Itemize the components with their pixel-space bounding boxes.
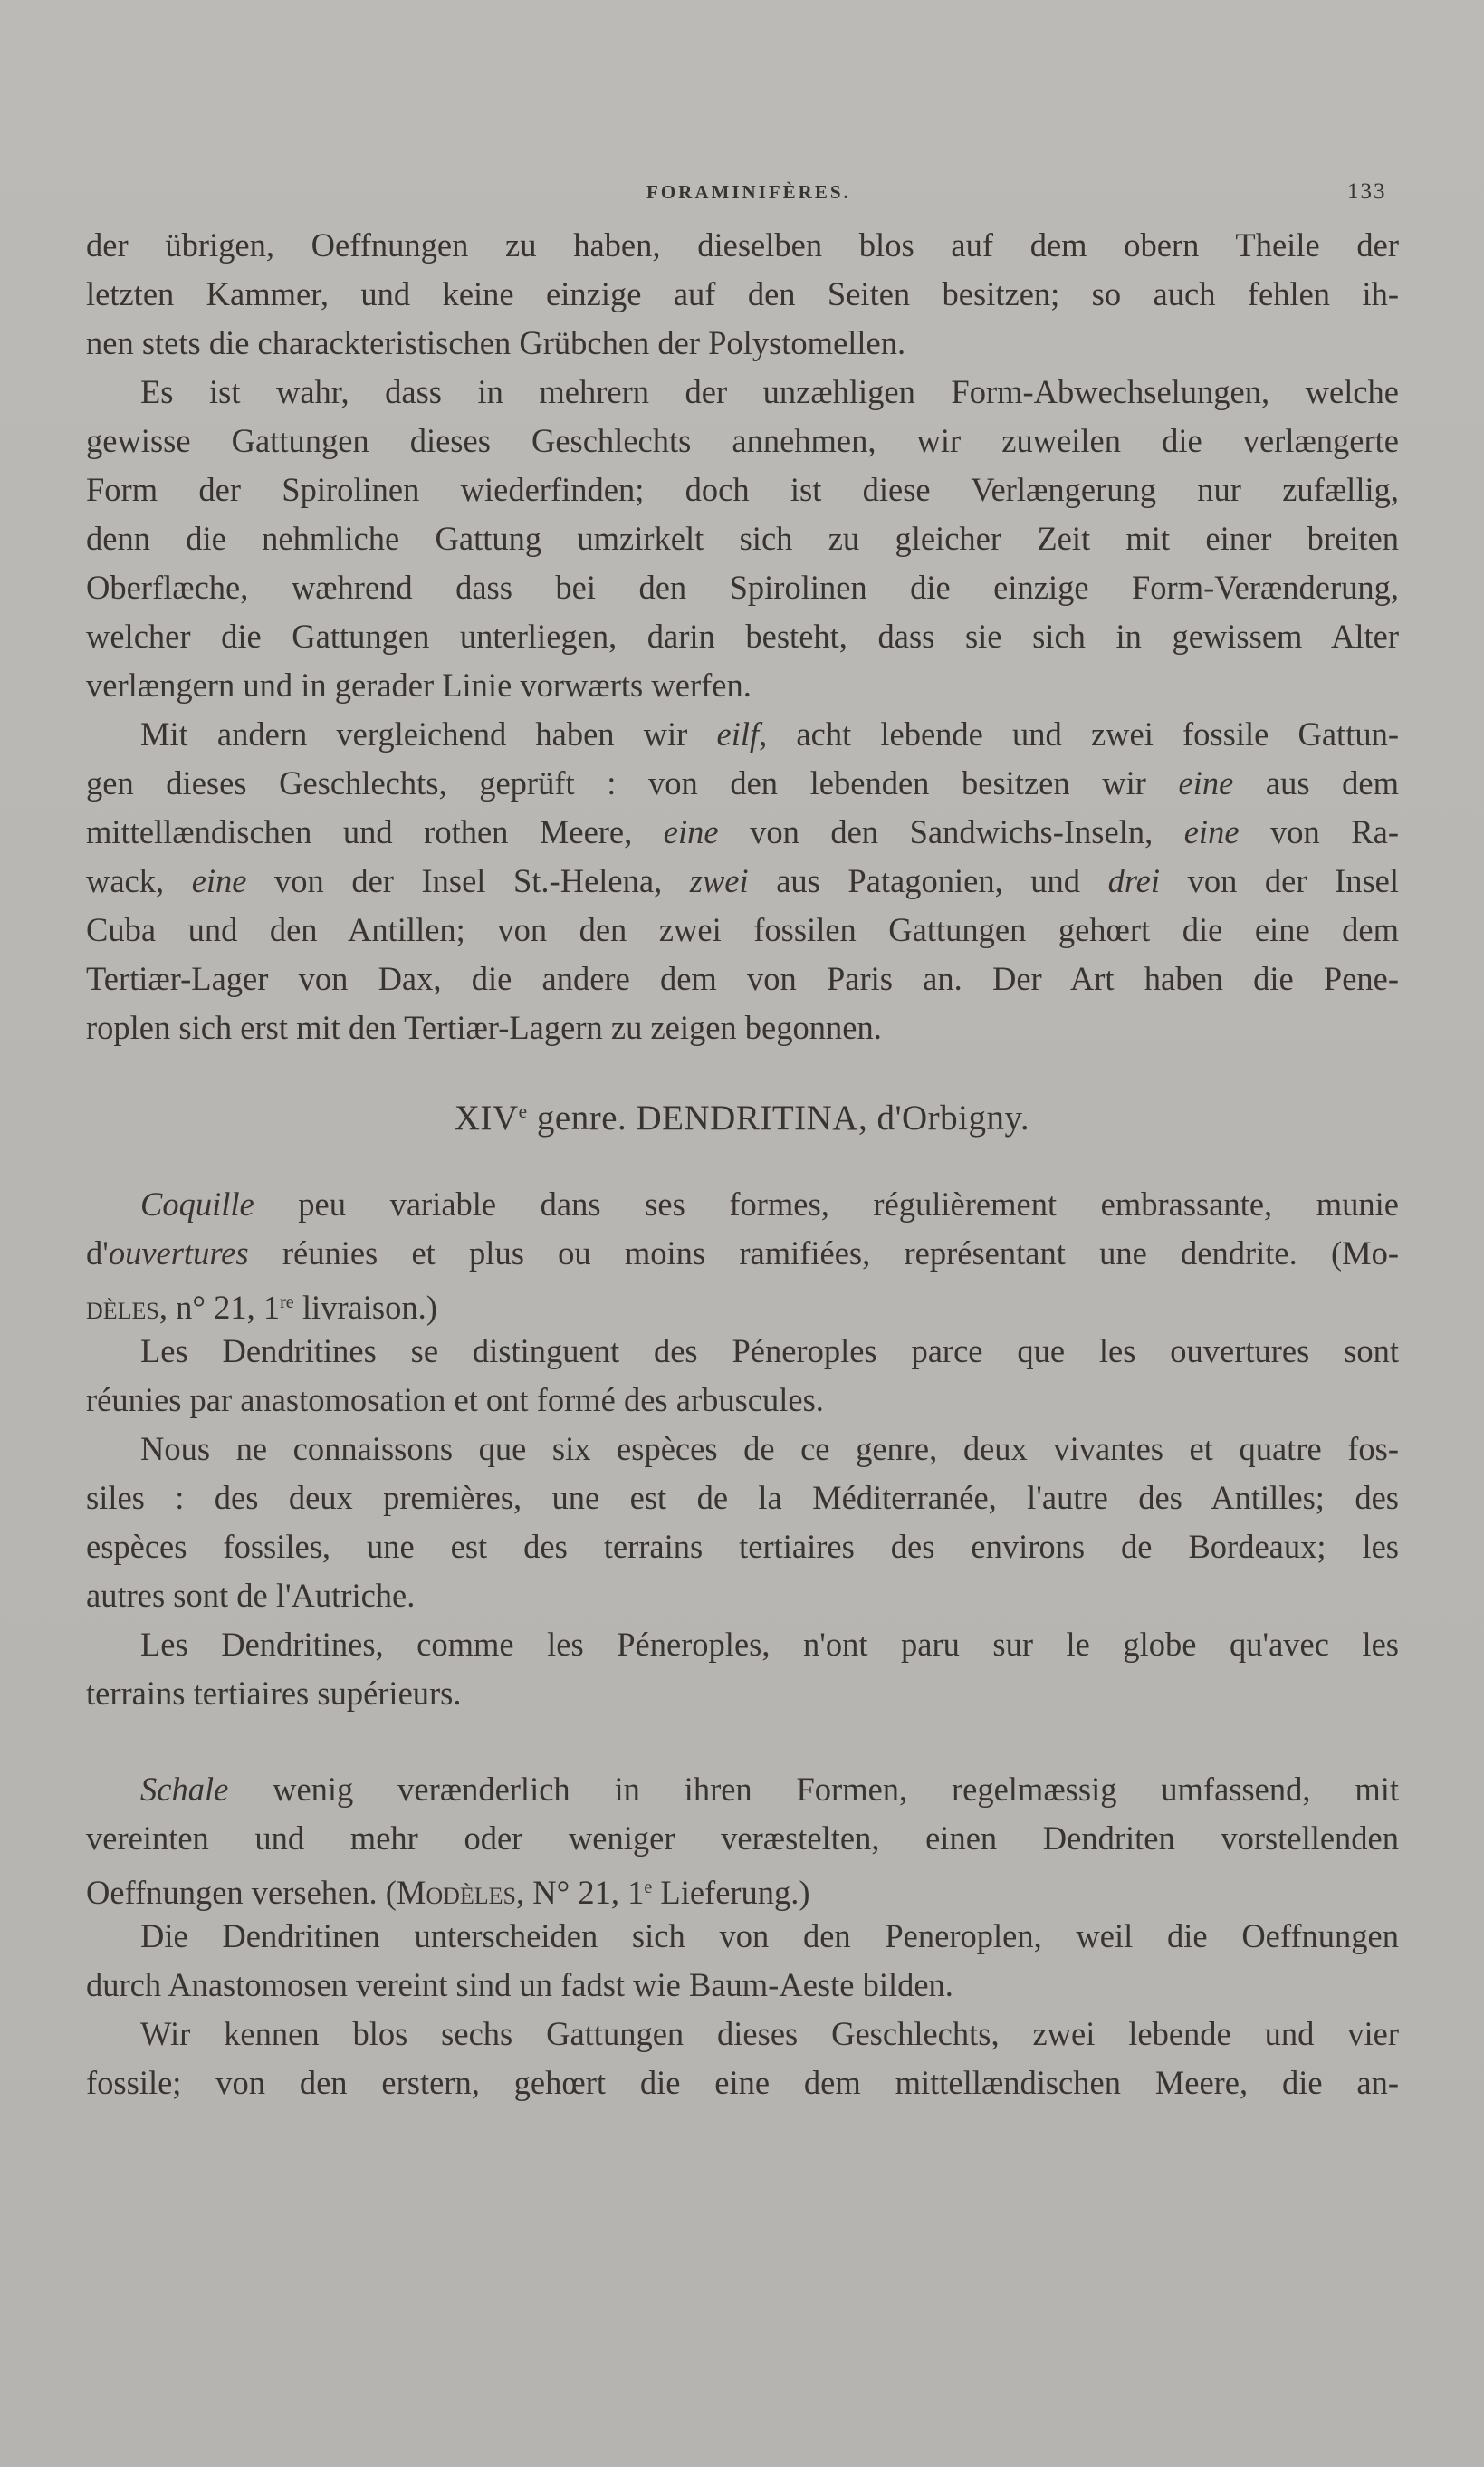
running-header — [0, 179, 1484, 206]
text-line: der übrigen, Oeffnungen zu haben, dieselben blos auf dem obern Theile der — [86, 226, 1399, 264]
text-line: Coquille peu variable dans ses formes, régulièrement embrassante, munie — [140, 1186, 1399, 1223]
genus-heading: XIVe genre. DENDRITINA, d'Orbigny. — [454, 1098, 1030, 1138]
text-line: Les Dendritines se distinguent des Péneroples parce que les ouvertures sont — [140, 1332, 1399, 1369]
text-line: Nous ne connaissons que six espèces de ce genre, deux vivantes et quatre fos- — [140, 1430, 1399, 1467]
german-description — [86, 1765, 1399, 2107]
text-line: d'ouvertures réunies et plus ou moins ramifiées, représentant une dendrite. (Mo- — [86, 1234, 1399, 1272]
text-line: Tertiær-Lager von Dax, die andere dem von Paris an. Der Art haben die Pene- — [86, 960, 1399, 997]
text-line: terrains tertiaires supérieurs. — [86, 1675, 462, 1712]
text-line: réunies par anastomosation et ont formé des arbuscules. — [86, 1381, 824, 1418]
text-line: mittellændischen und rothen Meere, eine von den Sandwichs-Inseln, eine von Ra- — [86, 813, 1400, 850]
text-line: durch Anastomosen vereint sind un fadst wie Baum-Aeste bilden. — [86, 1966, 953, 2003]
text-line: denn die nehmliche Gattung umzirkelt sich zu gleicher Zeit mit einer breiten — [86, 520, 1399, 557]
text-line: vereinten und mehr oder weniger veræstelten, einen Dendriten vorstellenden — [86, 1819, 1399, 1857]
text-line: Die Dendritinen unterscheiden sich von den Peneroplen, weil die Oeffnungen — [140, 1917, 1399, 1954]
text-line: roplen sich erst mit den Tertiær-Lagern zu zeigen begonnen. — [86, 1009, 882, 1046]
text-line: autres sont de l'Autriche. — [86, 1577, 416, 1614]
text-line: dèles, n° 21, 1re livraison.) — [86, 1289, 437, 1327]
text-line: gewisse Gattungen dieses Geschlechts annehmen, wir zuweilen die verlængerte — [86, 422, 1399, 459]
text-line: verlængern und in gerader Linie vorwærts werfen. — [86, 667, 752, 704]
text-line: Les Dendritines, comme les Péneroples, n'ont paru sur le globe qu'avec les — [140, 1626, 1399, 1663]
text-line: siles : des deux premières, une est de la Méditerranée, l'autre des Antilles; des — [86, 1479, 1399, 1516]
text-line: Form der Spirolinen wiederfinden; doch ist diese Verlængerung nur zufællig, — [86, 471, 1399, 508]
text-line: welcher die Gattungen unterliegen, darin besteht, dass sie sich in gewissem Alter — [86, 618, 1399, 655]
running-title: FORAMINIFÈRES. — [646, 181, 851, 203]
text-line: gen dieses Geschlechts, geprüft : von den lebenden besitzen wir eine aus dem — [86, 764, 1400, 802]
text-line: Oberflæche, wæhrend dass bei den Spirolinen die einzige Form-Verænderung, — [86, 569, 1399, 606]
text-line: fossile; von den erstern, gehœrt die eine dem mittellændischen Meere, die an- — [86, 2064, 1399, 2101]
text-line: Mit andern vergleichend haben wir eilf, acht lebende und zwei fossile Gattun- — [140, 715, 1399, 753]
text-line: Wir kennen blos sechs Gattungen dieses Geschlechts, zwei lebende und vier — [140, 2015, 1399, 2052]
text-line: Schale wenig verænderlich in ihren Formen, regelmæssig umfassend, mit — [140, 1771, 1399, 1808]
german-continuation — [86, 221, 1399, 1052]
page-number: 133 — [1347, 179, 1387, 204]
text-line: Es ist wahr, dass in mehrern der unzæhligen Form-Abwechselungen, welche — [140, 373, 1399, 410]
text-line: Cuba und den Antillen; von den zwei fossilen Gattungen gehœrt die eine dem — [86, 911, 1399, 948]
text-line: nen stets die charackteristischen Grübchen der Polystomellen. — [86, 324, 906, 361]
text-line: letzten Kammer, und keine einzige auf den Seiten besitzen; so auch fehlen ih- — [86, 275, 1399, 312]
text-line: Oeffnungen versehen. (Modèles, N° 21, 1e Lieferung.) — [86, 1874, 810, 1912]
text-line: wack, eine von der Insel St.-Helena, zwei aus Patagonien, und drei von der Insel — [86, 862, 1399, 899]
text-line: espèces fossiles, une est des terrains tertiaires des environs de Bordeaux; les — [86, 1528, 1399, 1565]
french-description — [86, 1180, 1399, 1718]
